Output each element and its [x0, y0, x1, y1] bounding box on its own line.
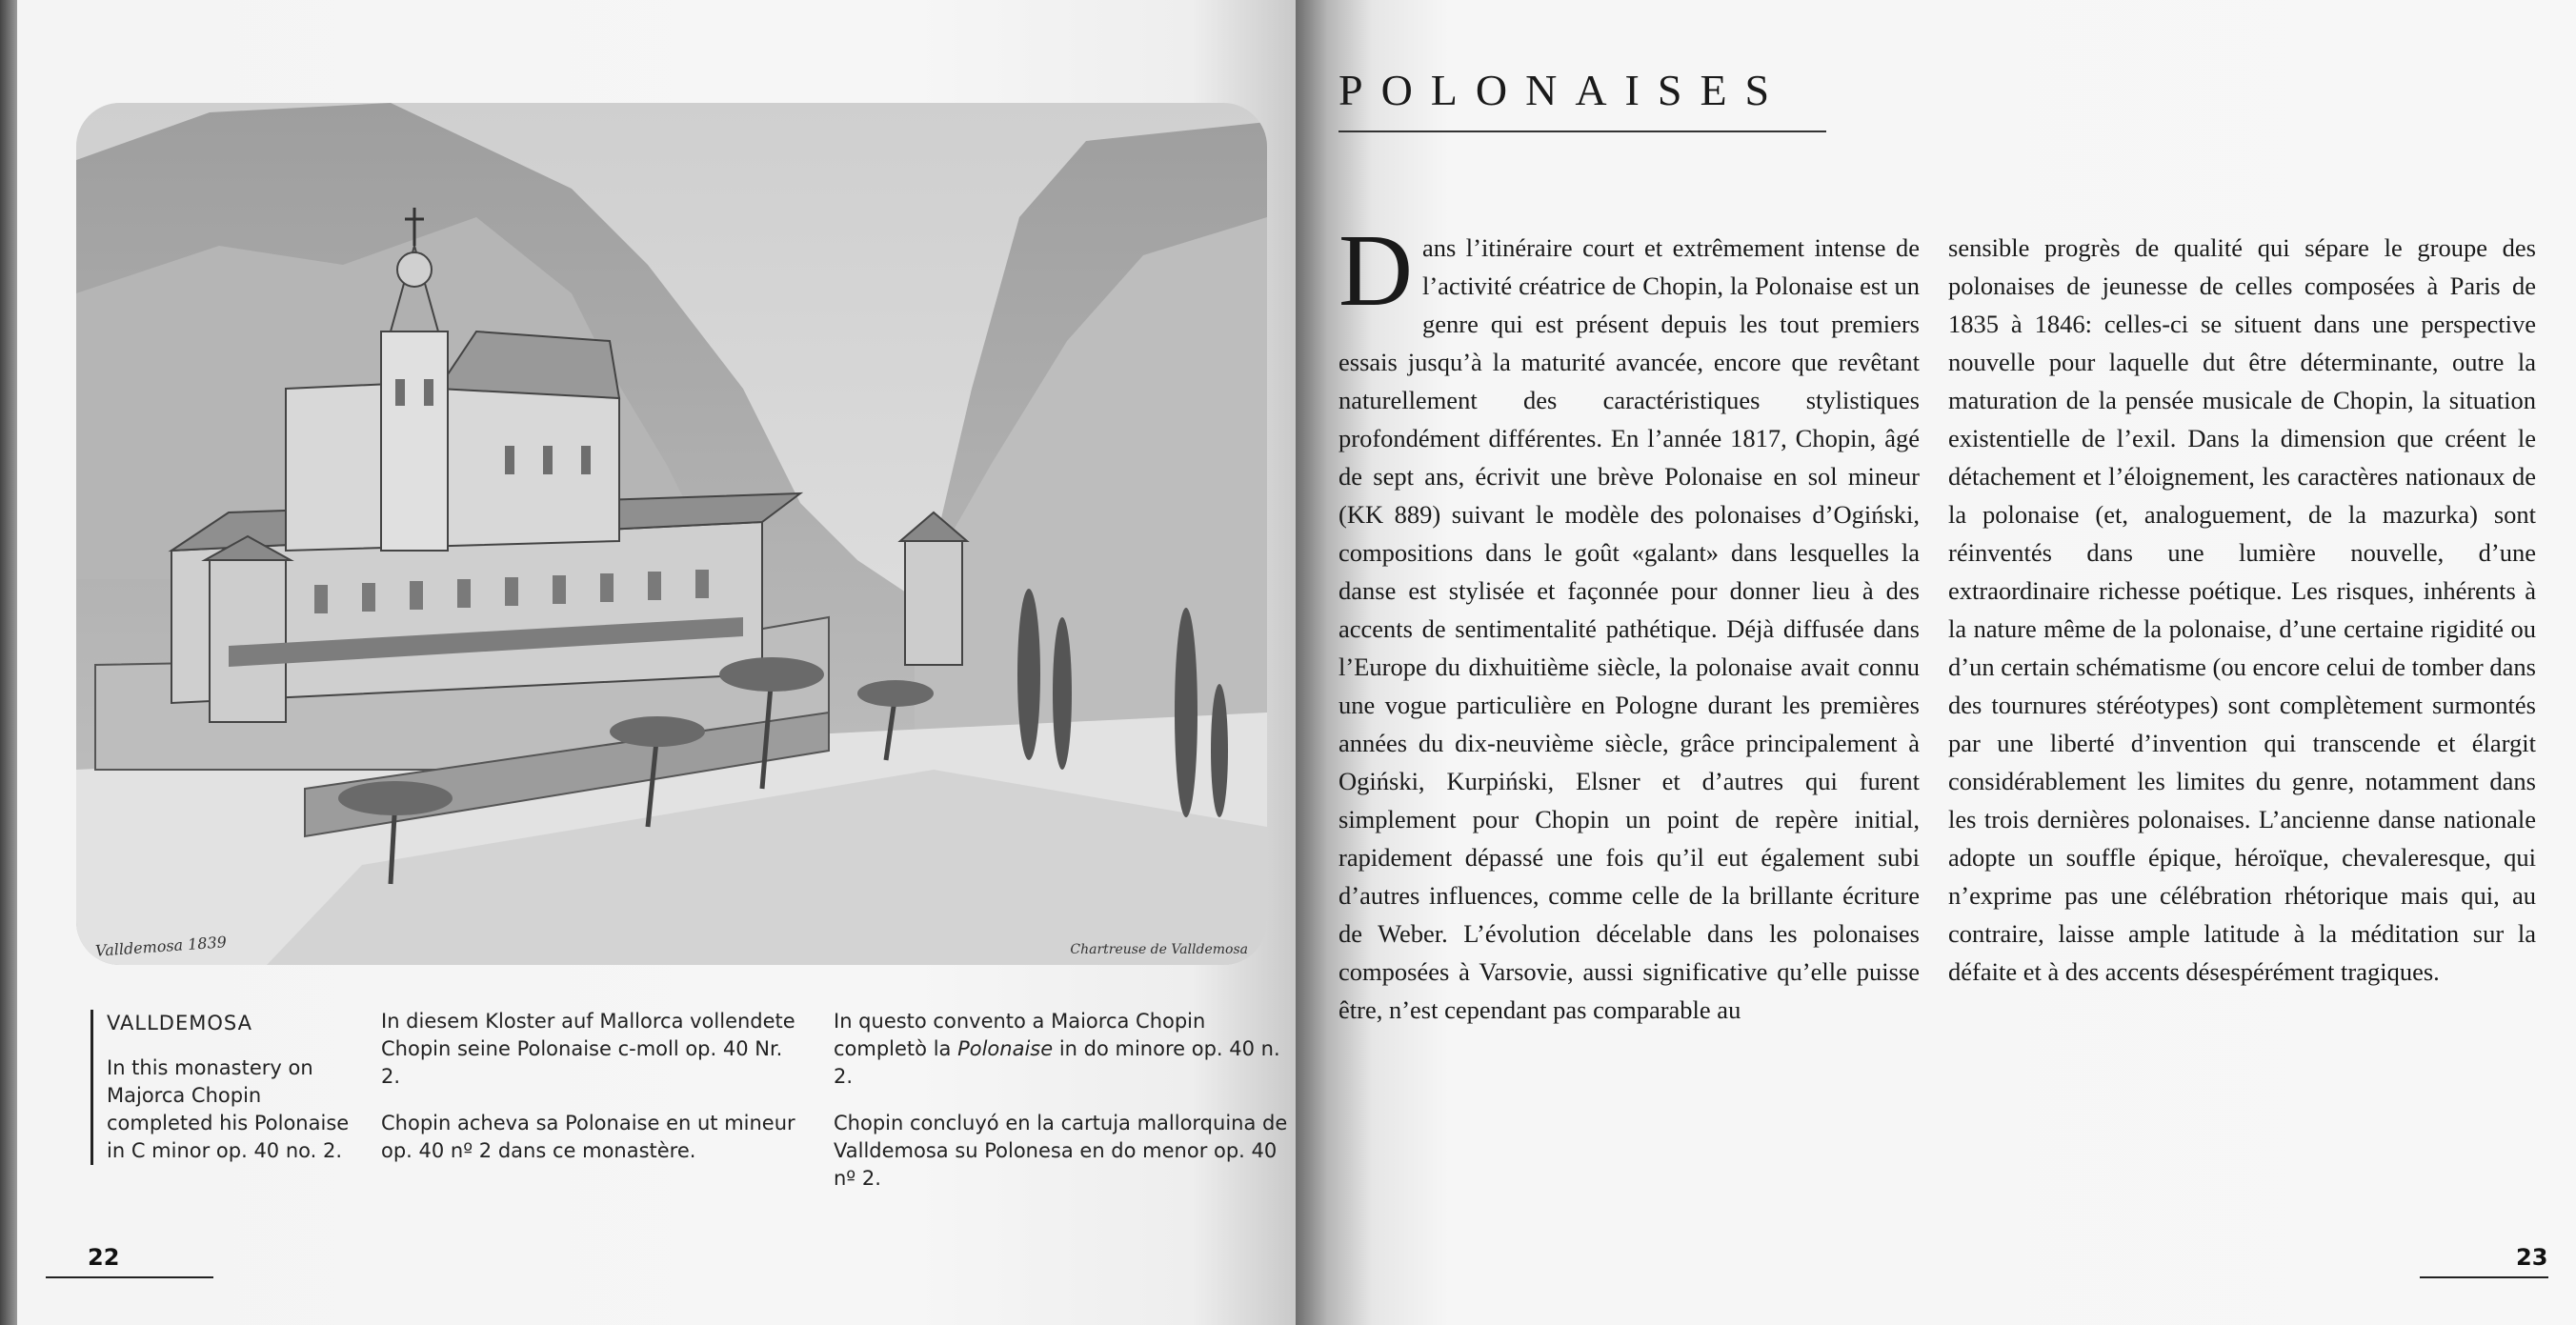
monastery-drawing-icon	[76, 103, 1267, 965]
folio-rule-left	[46, 1276, 213, 1278]
page-edge-shadow	[0, 0, 17, 1325]
illustration-inscription-left: Valldemosa 1839	[94, 933, 228, 960]
caption-italian-part2: in do minore op. 40 n. 2.	[834, 1037, 1280, 1088]
caption-italian-spanish	[834, 1008, 1291, 1212]
folio-rule-right	[2420, 1276, 2548, 1278]
caption-german-french	[381, 1008, 800, 1184]
caption-spanish: Chopin concluyó en la cartuja mallorquina de Valldemosa su Polonesa en do menor op. 40 nº 2.	[834, 1112, 1288, 1190]
valldemosa-illustration	[76, 103, 1267, 965]
caption-italian-part1: In questo convento a Maiorca Chopin completò la	[834, 1010, 1206, 1060]
body-paragraph-1: ans l’itinéraire court et extrêmement intense de l’activité créatrice de Chopin, la Polonaise est un genre qui est présent depuis les tout premiers essais jusqu’à la maturité avancée, encore que revêtant naturellement des caractéristiques stylistiques profondément différentes. En l’année 1817, Chopin, âgé de sept ans, écrivit une brève Polonaise en sol mineur (KK 889) suivant le modèle des polonaises d’Ogiński, compositions dans le goût «galant» dans lesquelles la danse est stylisée et façonnée pour donner lieu à des accents de sentimentalité pathétique. Déjà diffusée dans l’Europe du dixhuitième siècle, la polonaise avait connu une vogue particulière en Pologne durant les premières années du dix-neuvième siècle, grâce principalement à Ogiński, Kurpiński, Elsner et d’autres qui furent simplement pour Chopin un point de repère initial, rapidement dépassé une fois qu’il eut également subi d’autres influences, comme celle de la brillante écriture de Weber. L’évolution décelable dans les polonaises composées à Varsovie, aussi significative qu’elle puisse être, n’est cependant pas comparable au	[1338, 233, 1920, 1024]
body-paragraph-2: sensible progrès de qualité qui sépare le groupe des polonaises de jeunesse de celles composées à Paris de 1835 à 1846: celles-ci se situent dans une perspective nouvelle pour laquelle dut être déterminante, outre la maturation de la pensée musicale de Chopin, la situation existentielle de l’exil. Dans la dimension que créent le détachement et l’éloignement, les caractères nationaux de la polonaise (et, analoguement, de la mazurka) sont réinventés dans une lumière nouvelle, d’une extraordinaire richesse poétique. Les risques, inhérents à la nature même de la polonaise, d’une certaine rigidité ou d’un certain schématisme (ou encore celui de tomber dans des tournures stéréotypes) sont complètement surmontés par une liberté d’invention qui transcende et élargit considérablement les limites du genre, notamment dans les trois dernières polonaises. L’ancienne danse nationale adopte un souffle épique, héroïque, chevaleresque, qui n’exprime pas une célébration rhétorique mais qui, au contraire, laisse ample latitude à la méditation sur la défaite et à des accents désespérément tragiques.	[1948, 233, 2536, 986]
chapter-heading: POLONAISES	[1338, 66, 1788, 114]
page-number-right: 23	[2516, 1244, 2548, 1271]
caption-title: VALLDEMOSA	[107, 1012, 252, 1034]
text-column-2	[1948, 229, 2536, 991]
illustration-inscription-right: Chartreuse de Valldemosa	[1070, 942, 1248, 957]
page-number-left: 22	[88, 1244, 120, 1271]
caption-french: Chopin acheva sa Polonaise en ut mineur op. 40 nº 2 dans ce monastère.	[381, 1112, 795, 1162]
caption-english-text: In this monastery on Majorca Chopin completed his Polonaise in C minor op. 40 no. 2.	[107, 1056, 350, 1162]
caption-english	[91, 1010, 364, 1165]
text-column-1	[1338, 214, 1920, 1029]
caption-italian-emphasis: Polonaise	[957, 1037, 1054, 1060]
caption-italian	[834, 1008, 1291, 1091]
heading-rule	[1338, 130, 1826, 132]
caption-german: In diesem Kloster auf Mallorca vollendete Chopin seine Polonaise c-moll op. 40 Nr. 2.	[381, 1010, 795, 1088]
drop-cap: D	[1338, 214, 1413, 328]
